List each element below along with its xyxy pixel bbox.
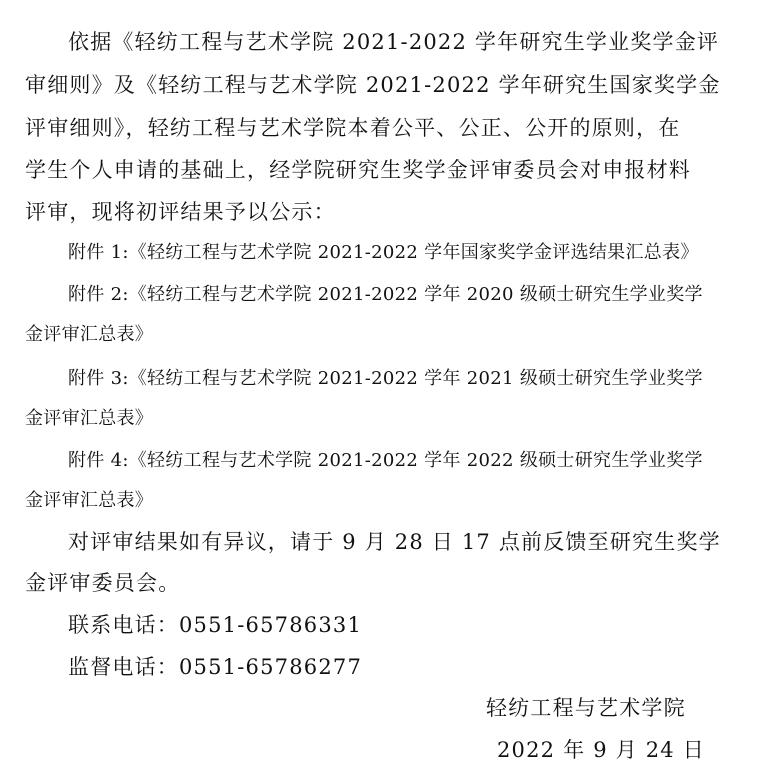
attachment-2-continued: 金评审汇总表》	[25, 324, 154, 345]
attachment-4-continued: 金评审汇总表》	[25, 490, 154, 511]
attachment-3: 附件 3:《轻纺工程与艺术学院 2021-2022 学年 2021 级硕士研究生学业奖学	[68, 368, 703, 389]
intro-line: 依据《轻纺工程与艺术学院 2021-2022 学年研究生学业奖学金评	[68, 30, 720, 54]
objection-line: 对评审结果如有异议，请于 9 月 28 日 17 点前反馈至研究生奖学	[68, 530, 721, 554]
intro-line: 评审细则》，轻纺工程与艺术学院本着公平、公正、公开的原则，在	[25, 116, 681, 140]
contact-phone: 联系电话：0551-65786331	[68, 613, 363, 637]
attachment-3-continued: 金评审汇总表》	[25, 408, 154, 429]
intro-line: 评审，现将初评结果予以公示：	[25, 200, 336, 224]
objection-line: 金评审委员会。	[25, 571, 181, 595]
intro-line: 审细则》及《轻纺工程与艺术学院 2021-2022 学年研究生国家奖学金	[25, 73, 721, 97]
attachment-4: 附件 4:《轻纺工程与艺术学院 2021-2022 学年 2022 级硕士研究生学业奖学	[68, 450, 703, 471]
intro-line: 学生个人申请的基础上，经学院研究生奖学金评审委员会对申报材料	[25, 158, 691, 182]
attachment-1: 附件 1:《轻纺工程与艺术学院 2021-2022 学年国家奖学金评选结果汇总表》	[68, 242, 699, 263]
signature-org: 轻纺工程与艺术学院	[486, 696, 686, 720]
attachment-2: 附件 2:《轻纺工程与艺术学院 2021-2022 学年 2020 级硕士研究生学业奖学	[68, 284, 703, 305]
signature-date: 2022 年 9 月 24 日	[497, 738, 705, 762]
supervision-phone: 监督电话：0551-65786277	[68, 655, 363, 679]
